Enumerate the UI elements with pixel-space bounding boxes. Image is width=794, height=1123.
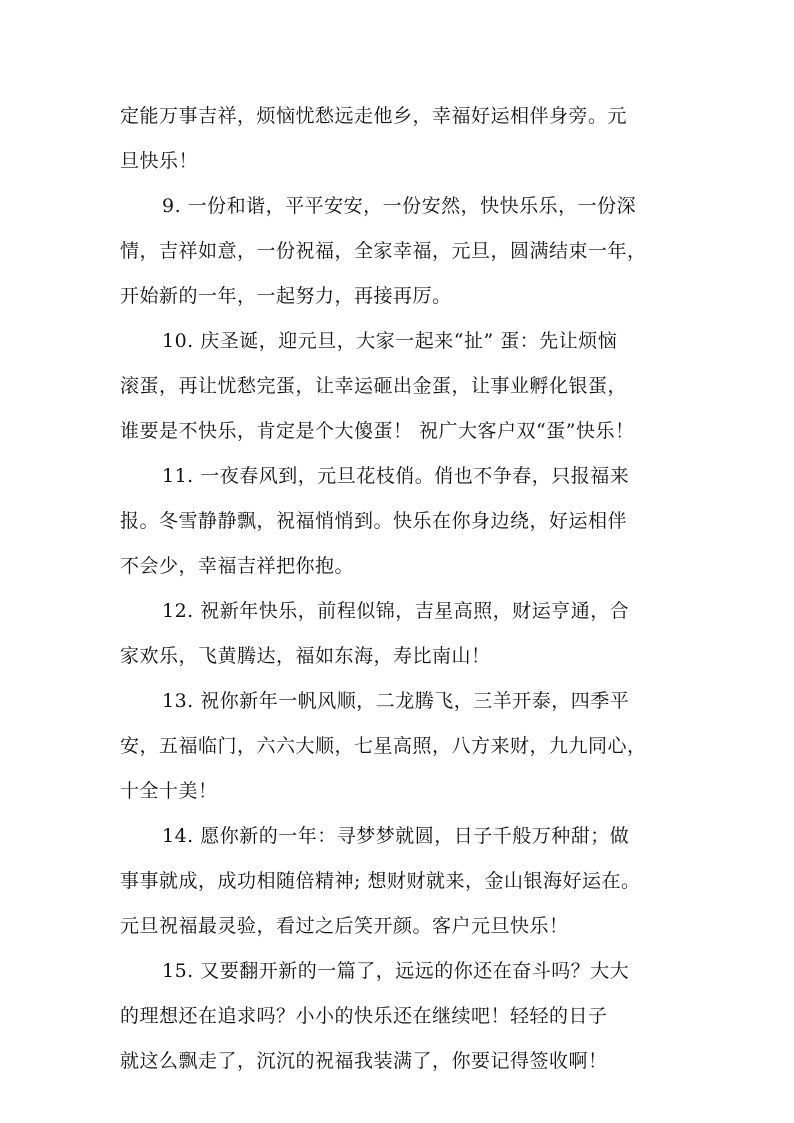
text-line: 谁要是不快乐，肯定是个大傻蛋！ 祝广大客户双“蛋”快乐！ (120, 420, 635, 442)
paragraph-14-line: 14. 愿你新的一年：寻梦梦就圆，日子千般万种甜；做 (162, 825, 630, 847)
paragraph-12-line: 12. 祝新年快乐，前程似锦，吉星高照，财运亨通，合 (162, 600, 630, 622)
text-line: 就这么飘走了，沉沉的祝福我装满了，你要记得签收啊！ (120, 1050, 608, 1072)
text-line: 旦快乐！ (120, 150, 199, 172)
text-line: 元旦祝福最灵验，看过之后笑开颜。客户元旦快乐！ (120, 915, 569, 937)
text-line: 事事就成，成功相随倍精神; 想财财就来，金山银海好运在。 (120, 870, 641, 892)
paragraph-9-line: 9. 一份和谐，平平安安，一份安然，快快乐乐，一份深 (162, 195, 637, 217)
text-line: 滚蛋，再让忧愁完蛋，让幸运砸出金蛋，让事业孵化银蛋， (120, 375, 628, 397)
text-line: 报。冬雪静静飘，祝福悄悄到。快乐在你身边绕，好运相伴 (120, 510, 628, 532)
text-body (120, 94, 680, 1084)
text-line: 情，吉祥如意，一份祝福，全家幸福，元旦，圆满结束一年， (120, 240, 647, 262)
paragraph-15-line: 15. 又要翻开新的一篇了，远远的你还在奋斗吗？大大 (162, 960, 630, 982)
text-line: 十全十美！ (120, 780, 218, 802)
text-line: 定能万事吉祥，烦恼忧愁远走他乡，幸福好运相伴身旁。元 (120, 105, 628, 127)
text-line: 家欢乐，飞黄腾达，福如东海，寿比南山！ (120, 645, 491, 667)
text-line: 安，五福临门，六六大顺，七星高照，八方来财，九九同心， (120, 735, 647, 757)
paragraph-13-line: 13. 祝你新年一帆风顺，二龙腾飞，三羊开泰，四季平 (162, 690, 630, 712)
text-line: 的理想还在追求吗？小小的快乐还在继续吧！轻轻的日子 (120, 1005, 608, 1027)
text-line: 不会少，幸福吉祥把你抱。 (120, 555, 355, 577)
text-line: 开始新的一年，一起努力，再接再厉。 (120, 285, 452, 307)
paragraph-11-line: 11. 一夜春风到，元旦花枝俏。俏也不争春，只报福来 (162, 465, 630, 487)
paragraph-10-line: 10. 庆圣诞，迎元旦，大家一起来“扯” 蛋：先让烦恼 (162, 330, 618, 352)
